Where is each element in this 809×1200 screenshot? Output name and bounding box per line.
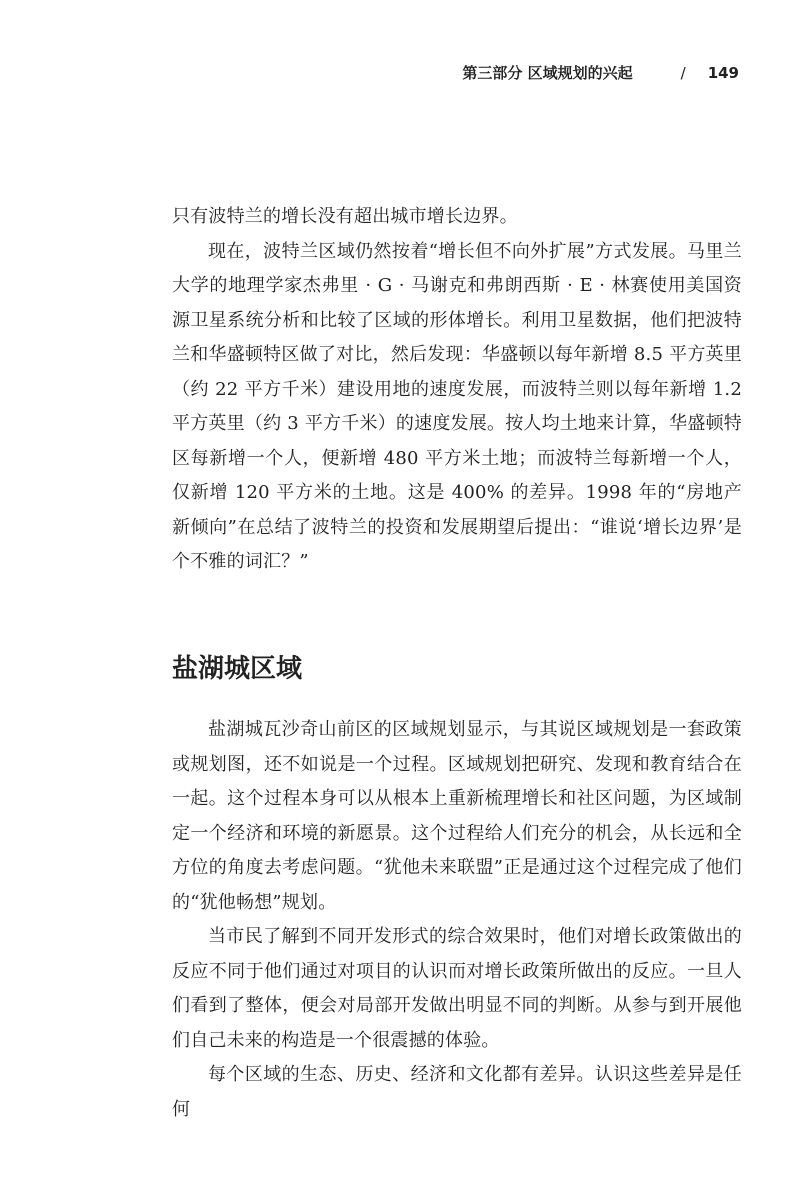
- header-separator: /: [680, 64, 686, 82]
- section-heading: 盐湖城区域: [172, 654, 303, 684]
- running-head: [462, 62, 739, 83]
- paragraph: 现在，波特兰区域仍然按着“增长但不向外扩展”方式发展。马里兰大学的地理学家杰弗里 · G · 马谢克和弗朗西斯 · E · 林赛使用美国资源卫星系统分析和比较了区域的形体增长。利用卫星数据，他们把波特兰和华盛顿特区做了对比，然后发现：华盛顿以每年新增 8.5 平方英里（约 22 平方千米）建设用地的速度发展，而波特兰则以每年新增 1.2 平方英里（约 3 平方千米）的速度发展。按人均土地来计算，华盛顿特区每新增一个人，便新增 480 平方米土地；而波特兰每新增一个人，仅新增 120 平方米的土地。这是 400% 的差异。1998 年的“房地产新倾向”在总结了波特兰的投资和发展期望后提出：“谁说‘增长边界’是个不雅的词汇？”: [172, 240, 742, 572]
- page-number: 149: [707, 64, 739, 82]
- paragraph-continued: 只有波特兰的增长没有超出城市增长边界。: [172, 206, 518, 227]
- paragraph: 盐湖城瓦沙奇山前区的区域规划显示，与其说区域规划是一套政策或规划图，还不如说是一个过程。区域规划把研究、发现和教育结合在一起。这个过程本身可以从根本上重新梳理增长和社区问题，为区域制定一个经济和环境的新愿景。这个过程给人们充分的机会，从长远和全方位的角度去考虑问题。“犹他未来联盟”正是通过这个过程完成了他们的“犹他畅想”规划。: [172, 719, 742, 913]
- chapter-title: 第三部分 区域规划的兴起: [462, 64, 633, 82]
- paragraph: 每个区域的生态、历史、经济和文化都有差异。认识这些差异是任何: [172, 1064, 742, 1120]
- text-block-top: [172, 200, 742, 580]
- paragraph: 当市民了解到不同开发形式的综合效果时，他们对增长政策做出的反应不同于他们通过对项目的认识而对增长政策所做出的反应。一旦人们看到了整体，便会对局部开发做出明显不同的判断。从参与到开展他们自己未来的构造是一个很震撼的体验。: [172, 926, 742, 1051]
- text-block-section: [172, 713, 742, 1127]
